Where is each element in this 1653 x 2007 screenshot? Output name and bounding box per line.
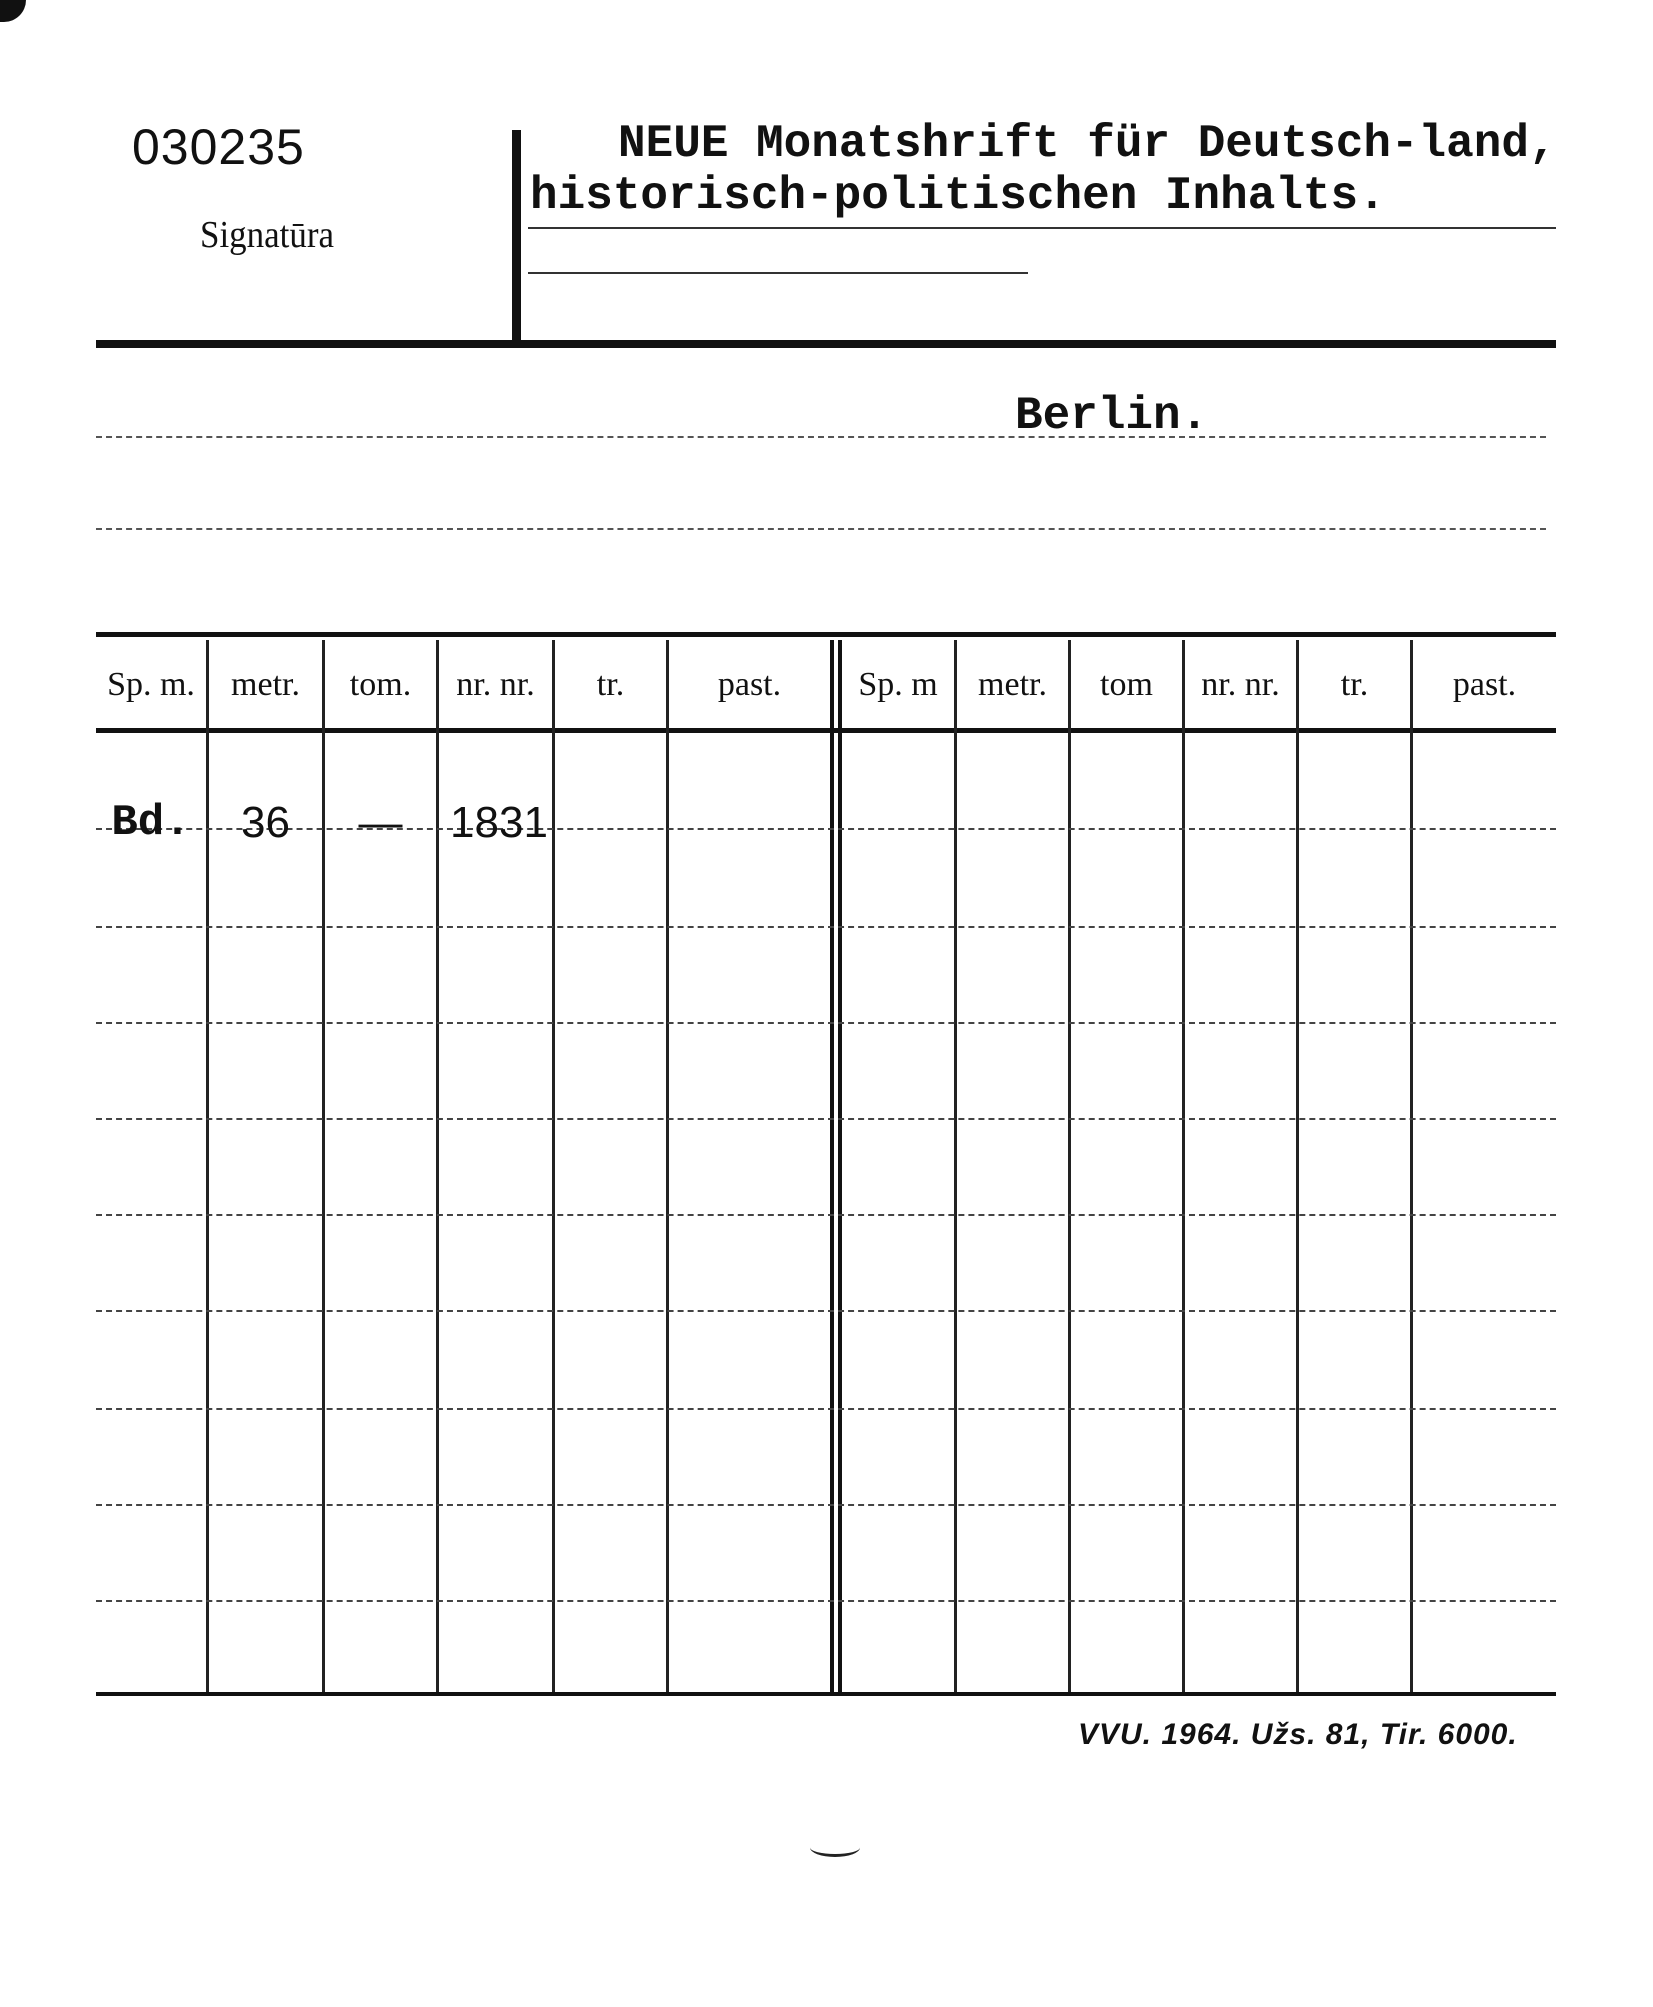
title-underline xyxy=(528,227,1556,229)
column-header-nr-nr-2: nr. nr. xyxy=(1201,666,1280,703)
corner-punch-mark xyxy=(0,0,26,22)
column-header-tr: tr. xyxy=(596,666,625,703)
column-header-nr-nr: nr. nr. xyxy=(456,666,535,703)
column-divider xyxy=(1296,640,1299,1692)
table-cell-tom: — xyxy=(358,798,403,847)
table-row-line xyxy=(96,1118,1556,1120)
table-cell-metr: 36 xyxy=(241,798,290,847)
column-header-tom: tom. xyxy=(349,666,412,703)
column-header-metr: metr. xyxy=(231,666,300,703)
column-divider xyxy=(666,640,669,1692)
column-header-sp-m: Sp. m. xyxy=(107,666,195,703)
column-header-past-2: past. xyxy=(1452,666,1517,703)
column-divider xyxy=(954,640,957,1692)
table-center-double-divider xyxy=(830,640,842,1692)
publication-place: Berlin. xyxy=(1015,390,1209,442)
table-row-line xyxy=(96,1022,1556,1024)
table-row-line xyxy=(96,1214,1556,1216)
table-row-line xyxy=(96,926,1556,928)
publication-title: NEUE Monatshrift für Deutsch-land, historisch-politischen Inhalts. xyxy=(530,118,1557,222)
table-top-rule xyxy=(96,632,1556,637)
signature-label: Signatūra xyxy=(200,214,334,256)
table-row-line xyxy=(96,1504,1556,1506)
column-divider xyxy=(1182,640,1185,1692)
title-underline-2 xyxy=(528,272,1028,274)
column-header-tr-2: tr. xyxy=(1340,666,1369,703)
column-header-sp-m-2: Sp. m xyxy=(858,666,938,703)
table-row-line xyxy=(96,1600,1556,1602)
column-header-past: past. xyxy=(717,666,782,703)
header-divider xyxy=(512,130,521,342)
column-header-tom-2: tom xyxy=(1100,666,1153,703)
table-cell-nr-nr: 1831 xyxy=(450,798,548,847)
ink-smudge xyxy=(810,1838,860,1857)
table-bottom-rule xyxy=(96,1692,1556,1696)
column-divider xyxy=(1410,640,1413,1692)
header-rule xyxy=(96,340,1556,348)
signature-number: 030235 xyxy=(132,119,305,175)
table-row-line xyxy=(96,1310,1556,1312)
table-row-line xyxy=(96,1408,1556,1410)
table-header-rule xyxy=(96,728,1556,733)
table-cell-sp-m: Bd. xyxy=(111,798,191,848)
column-header-metr-2: metr. xyxy=(978,666,1047,703)
print-run-note: VVU. 1964. Užs. 81, Tir. 6000. xyxy=(1078,1718,1518,1751)
column-divider xyxy=(1068,640,1071,1692)
blank-rule xyxy=(96,528,1546,530)
place-rule xyxy=(96,436,1546,438)
